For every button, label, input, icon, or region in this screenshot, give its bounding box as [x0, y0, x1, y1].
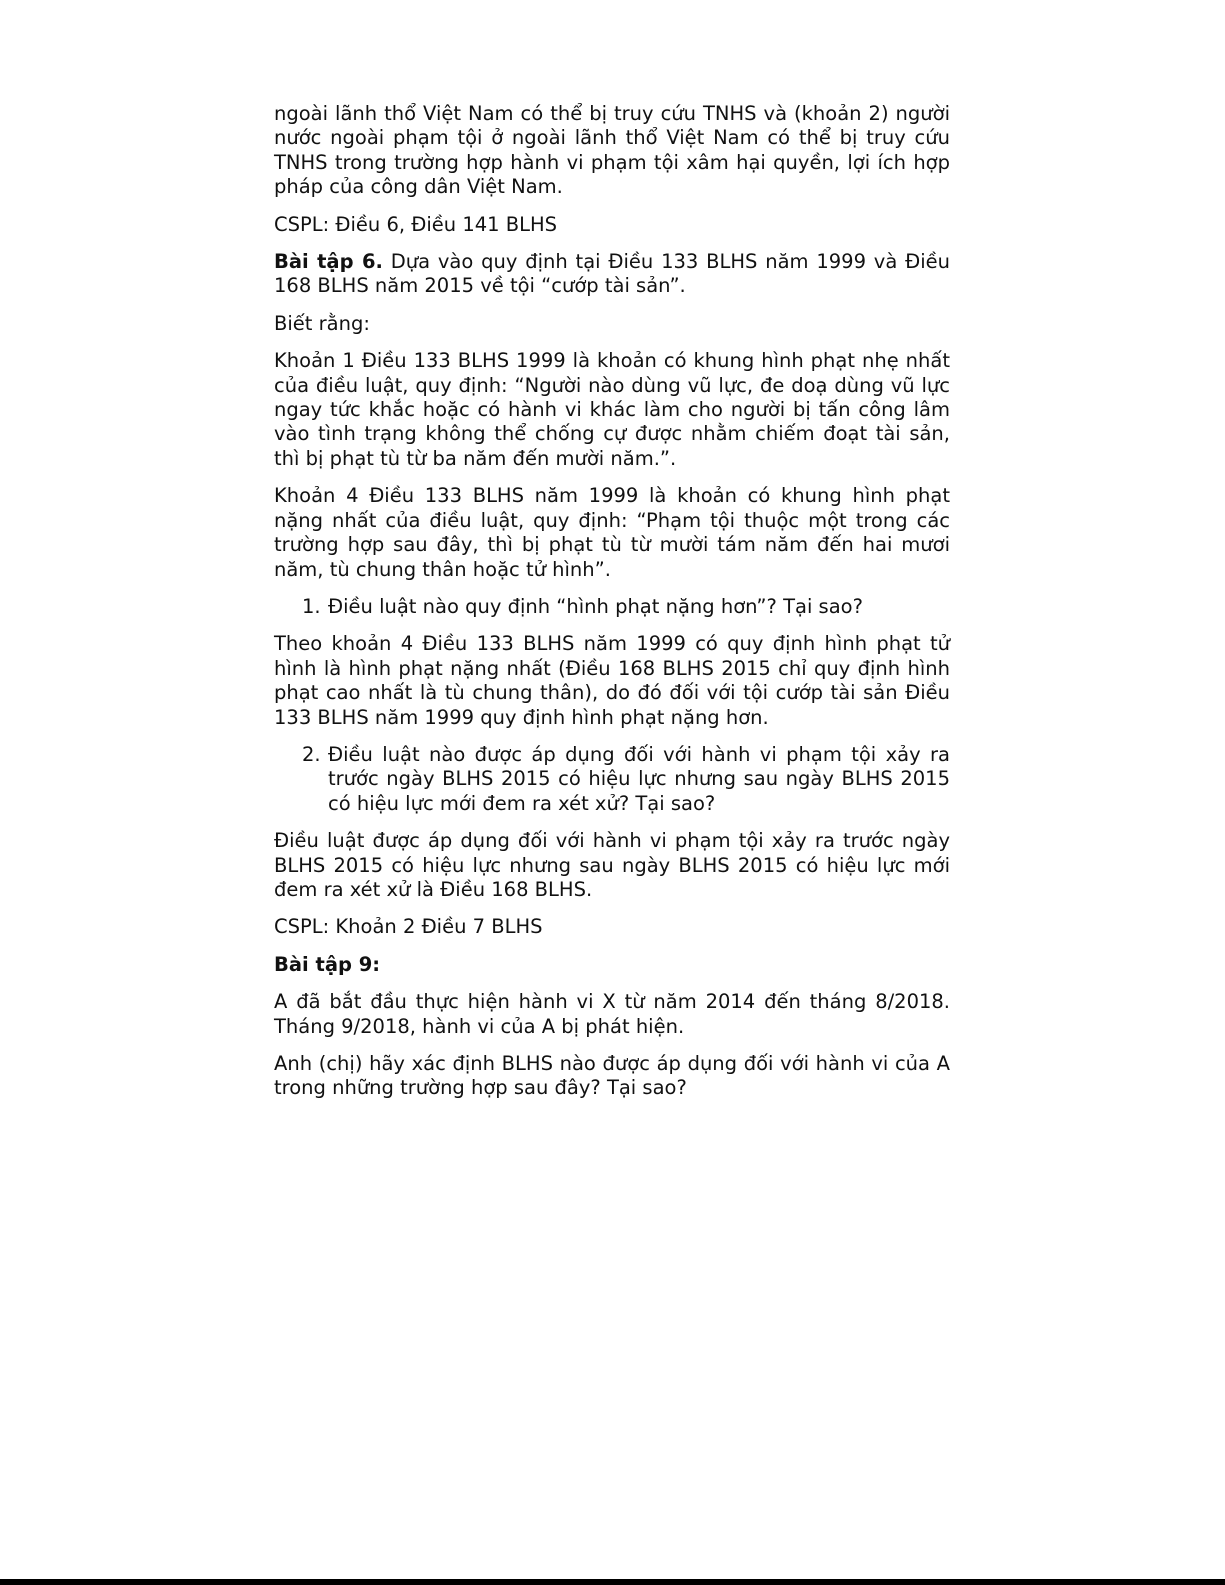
paragraph-khoan-1: Khoản 1 Điều 133 BLHS 1999 là khoản có khung hình phạt nhẹ nhất của điều luật, quy định: “Người nào dùng vũ lực, đe doạ dùng vũ lực ngay tức khắc hoặc có hành vi khác làm cho người bị tấn công lâm vào tình trạng không thể chống cự được nhằm chiếm đoạt tài sản, thì bị phạt tù từ ba năm đến mười năm.”. [274, 349, 950, 470]
question-1-text: Điều luật nào quy định “hình phạt nặng hơn”? Tại sao? [328, 594, 863, 618]
exercise-9-label: Bài tập 9: [274, 952, 381, 976]
paragraph-exercise-9-2: Anh (chị) hãy xác định BLHS nào được áp dụng đối với hành vi của A trong những trường hợp sau đây? Tại sao? [274, 1052, 950, 1100]
paragraph-biet-rang: Biết rằng: [274, 311, 370, 335]
exercise-9-heading [274, 953, 950, 977]
exercise-6-label: Bài tập 6. [274, 250, 383, 274]
document-page [274, 102, 950, 1114]
paragraph-cspl-2: CSPL: Khoản 2 Điều 7 BLHS [274, 915, 543, 939]
bottom-border [0, 1579, 1225, 1585]
question-1-number: 1. [302, 594, 321, 618]
question-2-text: Điều luật nào được áp dụng đối với hành vi phạm tội xảy ra trước ngày BLHS 2015 có hiệu lực nhưng sau ngày BLHS 2015 có hiệu lực mới đem ra xét xử? Tại sao? [328, 742, 950, 815]
exercise-6-text: Dựa vào quy định tại Điều 133 BLHS năm 1999 và Điều 168 BLHS năm 2015 về tội “cướp tài sản”. [274, 250, 950, 298]
paragraph-intro: ngoài lãnh thổ Việt Nam có thể bị truy cứu TNHS và (khoản 2) người nước ngoài phạm tội ở ngoài lãnh thổ Việt Nam có thể bị truy cứu TNHS trong trường hợp hành vi phạm tội xâm hại quyền, lợi ích hợp pháp của công dân Việt Nam. [274, 102, 950, 199]
answer-1: Theo khoản 4 Điều 133 BLHS năm 1999 có quy định hình phạt tử hình là hình phạt nặng nhất (Điều 168 BLHS 2015 chỉ quy định hình phạt cao nhất là tù chung thân), do đó đối với tội cướp tài sản Điều 133 BLHS năm 1999 quy định hình phạt nặng hơn. [274, 632, 950, 729]
paragraph-khoan-4: Khoản 4 Điều 133 BLHS năm 1999 là khoản có khung hình phạt nặng nhất của điều luật, quy định: “Phạm tội thuộc một trong các trường hợp sau đây, thì bị phạt tù từ mười tám năm đến hai mươi năm, tù chung thân hoặc tử hình”. [274, 484, 950, 581]
exercise-6-heading [274, 250, 950, 299]
question-2 [274, 743, 950, 816]
paragraph-exercise-9-1: A đã bắt đầu thực hiện hành vi X từ năm 2014 đến tháng 8/2018. Tháng 9/2018, hành vi của A bị phát hiện. [274, 990, 950, 1038]
question-2-number: 2. [302, 742, 321, 766]
answer-2: Điều luật được áp dụng đối với hành vi phạm tội xảy ra trước ngày BLHS 2015 có hiệu lực nhưng sau ngày BLHS 2015 có hiệu lực mới đem ra xét xử là Điều 168 BLHS. [274, 829, 950, 901]
paragraph-cspl-1: CSPL: Điều 6, Điều 141 BLHS [274, 212, 558, 236]
question-1 [274, 595, 950, 619]
